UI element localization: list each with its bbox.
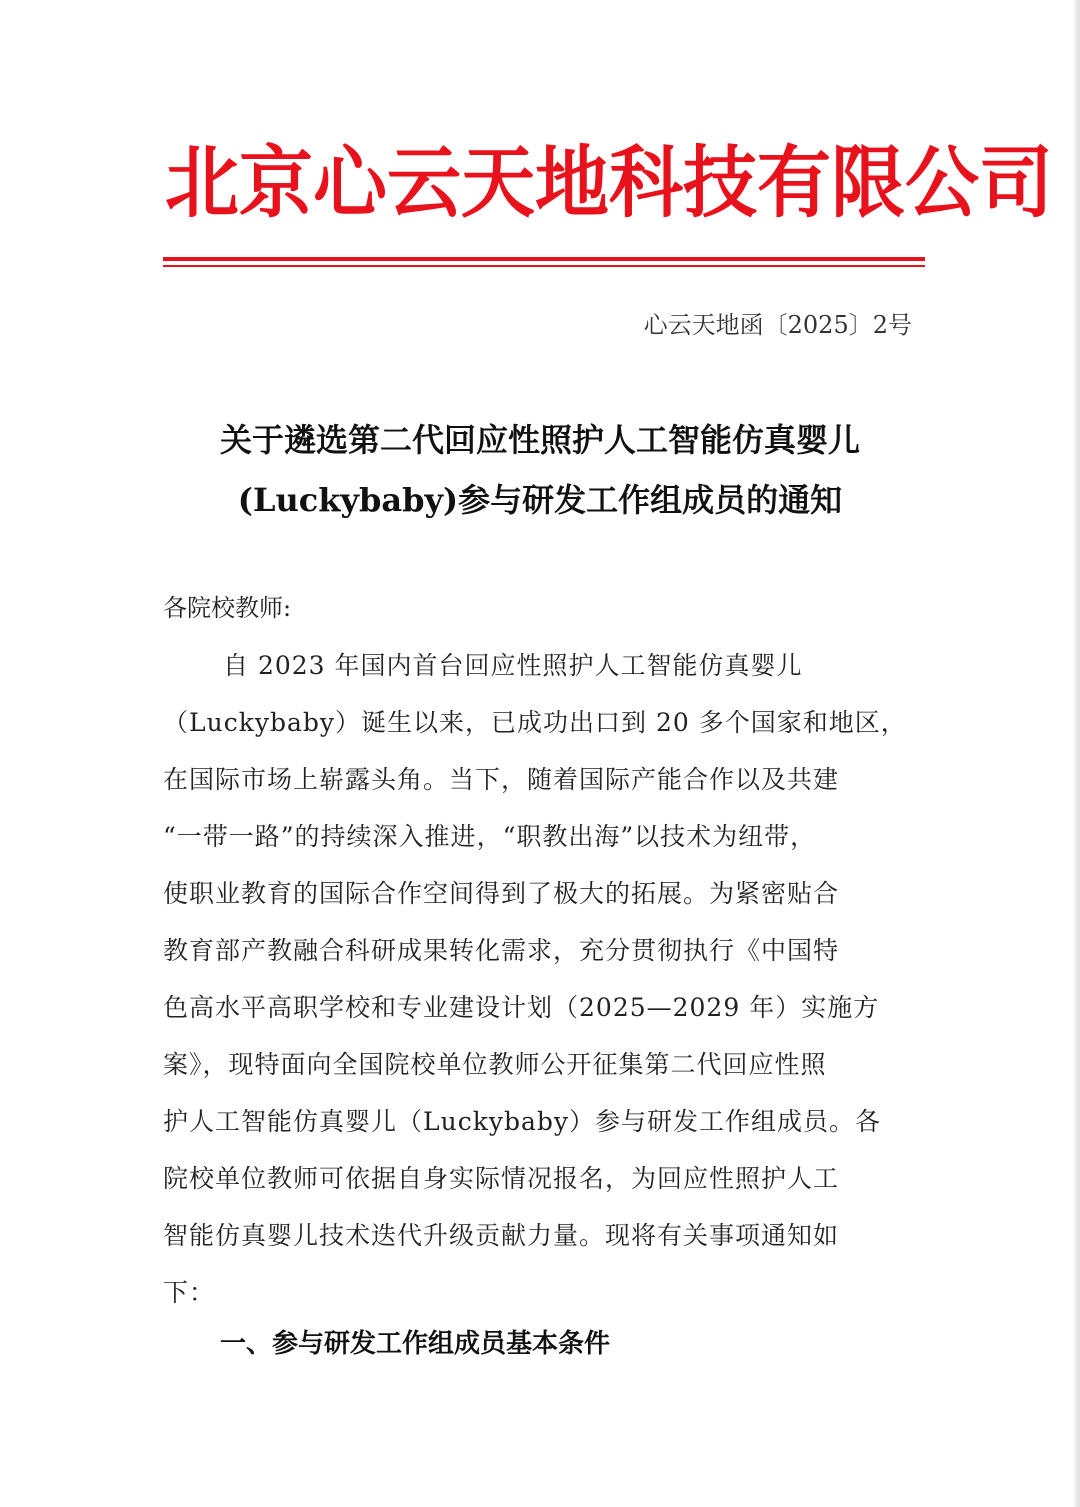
body-line: 院校单位教师可依据自身实际情况报名，为回应性照护人工 [163, 1164, 840, 1193]
body-line: 护人工智能仿真婴儿（Luckybaby）参与研发工作组成员。各 [163, 1107, 882, 1136]
body-line: 自 2023 年国内首台回应性照护人工智能仿真婴儿 [223, 651, 803, 680]
body-line: 使职业教育的国际合作空间得到了极大的拓展。为紧密贴合 [163, 879, 840, 908]
body-paragraph [163, 645, 923, 1329]
body-line: 智能仿真婴儿技术迭代升级贡献力量。现将有关事项通知如 [163, 1221, 840, 1250]
body-line: 色高水平高职学校和专业建设计划（2025—2029 年）实施方 [163, 993, 880, 1022]
salutation: 各院校教师: [163, 594, 292, 622]
page-edge-shadow [1074, 0, 1080, 1507]
document-title [160, 410, 920, 530]
body-line: 案》，现特面向全国院校单位教师公开征集第二代回应性照 [163, 1050, 827, 1079]
letterhead-rule-thin [163, 265, 925, 267]
document-number: 心云天地函〔2025〕2号 [643, 311, 912, 339]
body-line: 在国际市场上崭露头角。当下，随着国际产能合作以及共建 [163, 765, 840, 794]
document-title-line-1: 关于遴选第二代回应性照护人工智能仿真婴儿 [219, 421, 860, 459]
body-line: “一带一路”的持续深入推进，“职教出海”以技术为纽带， [163, 822, 817, 851]
letterhead-rule-thick [163, 257, 925, 261]
letterhead-company-name: 北京心云天地科技有限公司 [165, 137, 1053, 229]
body-line: 下： [163, 1278, 216, 1307]
body-line: （Luckybaby）诞生以来，已成功出口到 20 多个国家和地区， [163, 708, 907, 737]
section-heading: 一、参与研发工作组成员基本条件 [220, 1329, 611, 1359]
document-title-line-2: (Luckybaby)参与研发工作组成员的通知 [237, 481, 843, 519]
body-line: 教育部产教融合科研成果转化需求，充分贯彻执行《中国特 [163, 936, 840, 965]
